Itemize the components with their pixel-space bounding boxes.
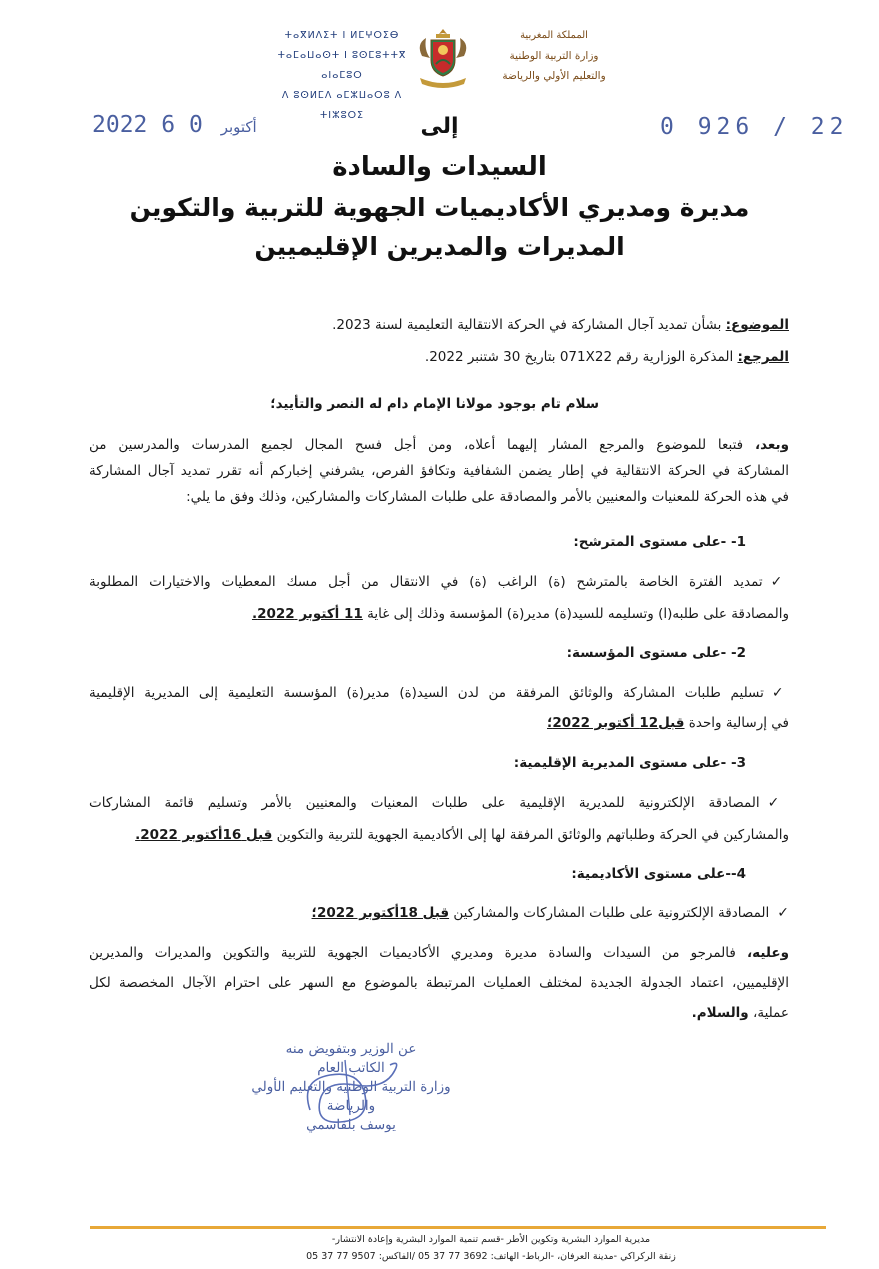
checkmark-icon: ✓ — [777, 905, 789, 921]
header-ar-line-3: والتعليم الأولي والرياضة — [502, 70, 606, 82]
section-2-heading: 2- -على مستوى المؤسسة: — [566, 645, 746, 661]
intro-line-1-text: فتبعا للموضوع والمرجع المشار إليهما أعلاه، ومن أجل فسح المجال لجميع المدرسات والمدرسين من — [89, 437, 755, 453]
addressee-line-2: مديرة ومديري الأكاديميات الجهوية للتربية والتكوين — [129, 193, 750, 222]
section-3-text-2: والمشاركين في الحركة وطلباتهم والوثائق المرفقة لها إلى الأكاديمية الجهوية للتربية والتكوين — [272, 827, 789, 843]
ministry-header-tifinagh — [262, 26, 422, 126]
footer-line-2: زنقة الركراكي -مدينة العرفان، -الرباط- الهاتف: 3692 77 37 05 /الفاكس: 9507 77 37 05 — [306, 1251, 676, 1262]
section-2-deadline: قبل12 أكتوبر 2022؛ — [547, 715, 685, 731]
section-4-heading: 4--على مستوى الأكاديمية: — [571, 866, 746, 882]
section-1-deadline: 11 أكتوبر 2022. — [251, 606, 363, 622]
section-2-text-1: تسليم طلبات المشاركة والوثائق المرفقة من لدن السيد(ة) مدير(ة) المؤسسة التعليمية إلى المديرية الإقليمية — [89, 685, 764, 701]
addressee-line-3: المديرات والمديرين الإقليميين — [254, 232, 625, 261]
greeting: سلام تام بوجود مولانا الإمام دام له النصر والتأييد؛ — [270, 396, 599, 412]
handwritten-signature-icon — [290, 1040, 420, 1140]
reference-line — [89, 348, 789, 366]
closing-line-1 — [89, 944, 789, 962]
header-tz-line-1: ⵜⴰⴳⵍⴷⵉⵜ ⵏ ⵍⵎⵖⵔⵉⴱ — [284, 30, 400, 41]
date-stamp-month: أكتوبر — [220, 118, 257, 136]
section-3-text-1: المصادقة الإلكترونية للمديرية الإقليمية على طلبات المعنيات والمعنيين بالأمر وتسليم قائمة المشاركات — [89, 795, 760, 811]
signature-line-5: يوسف بلقاسمي — [306, 1117, 396, 1133]
section-1-text-1: تمديد الفترة الخاصة بالمترشح (ة) الراغب (ة) في الانتقال من أجل مسك المعطيات والاختيارات المطلوبة — [89, 574, 763, 590]
closing-line-3-text: عملية، — [748, 1005, 789, 1021]
subject-text: بشأن تمديد آجال المشاركة في الحركة الانتقالية التعليمية لسنة 2023. — [332, 317, 726, 333]
closing-line-1-text: فالمرجو من السيدات والسادة مديرة ومديري الأكاديميات الجهوية للتربية والتكوين والمديرات والمديرين — [89, 945, 748, 961]
subject-label: الموضوع: — [725, 317, 789, 333]
reference-number-stamp: 0 926 / 22 — [660, 114, 849, 140]
section-1-text-2: والمصادقة على طلبه(ا) وتسليمه للسيد(ة) مدير(ة) المؤسسة وذلك إلى غاية — [362, 606, 789, 622]
section-4-line-1 — [89, 904, 789, 922]
section-1-line-2 — [89, 605, 789, 623]
closing-salutation: والسلام. — [691, 1005, 749, 1021]
intro-line-3: في هذه الحركة للمعنيات والمعنيين بالأمر والمصادقة على طلبات المشاركات والمشاركين، وذلك وفق ما يلي: — [186, 489, 789, 505]
signature-line-1: عن الوزير وبتفويض منه — [285, 1041, 417, 1057]
signature-line-4: والرياضة — [326, 1098, 376, 1114]
section-2-line-2 — [89, 714, 789, 732]
intro-line-2: المشاركة في الحركة الانتقالية في إطار يضمن الشفافية وتكافؤ الفرص، يشرفني إخباركم أنه تقرر تمديد آجال المشاركة — [89, 463, 789, 479]
subject-line — [89, 316, 789, 334]
closing-line-2: الإقليميين، اعتماد الجدولة الجديدة لمختلف العمليات المرتبطة بالموضوع مع السهر على احترام الآجال المخصصة لكل — [89, 975, 789, 991]
footer-line-1: مديرية الموارد البشرية وتكوين الأطر -قسم تنمية الموارد البشرية وإعادة الانتشار- — [331, 1234, 651, 1245]
section-3-line-2 — [89, 826, 789, 844]
section-2-text-2: في إرسالية واحدة — [684, 715, 789, 731]
section-4-deadline: قبل 18أكتوبر 2022؛ — [311, 905, 450, 921]
header-ar-line-1: المملكة المغربية — [520, 30, 588, 41]
checkmark-icon: ✓ — [767, 795, 790, 811]
header-ar-line-2: وزارة التربية الوطنية — [509, 50, 599, 62]
addressee-to: إلى — [420, 114, 459, 139]
section-1-heading: 1- -على مستوى المترشح: — [573, 534, 746, 550]
checkmark-icon: ✓ — [770, 574, 789, 590]
section-3-line-1 — [89, 794, 789, 812]
checkmark-icon: ✓ — [771, 685, 789, 701]
header-tz-line-2: ⵜⴰⵎⴰⵡⴰⵙⵜ ⵏ ⵓⵙⵎⵓⵜⵜⴳ ⴰⵏⴰⵎⵓⵔ — [277, 50, 407, 81]
header-tz-line-3: ⴷ ⵓⵙⵍⵎⴷ ⴰⵎⵣⵡⴰⵔⵓ ⴷ ⵜⵏⵣⵓⵔⵉ — [281, 90, 403, 121]
addressee-line-1: السيدات والسادة — [332, 152, 547, 182]
intro-line-1 — [89, 436, 789, 454]
section-4-text-1: المصادقة الإلكترونية على طلبات المشاركات والمشاركين — [449, 905, 770, 921]
reference-text: المذكرة الوزارية رقم 071X22 بتاريخ 30 شتنبر 2022. — [424, 349, 738, 365]
footer-rule — [90, 1226, 826, 1229]
closing-lead: وعليه، — [747, 945, 789, 961]
signature-line-2: الكاتب العام — [317, 1060, 385, 1076]
closing-line-3 — [89, 1004, 789, 1022]
date-stamp-day: 0 6 — [161, 112, 203, 138]
section-3-heading: 3- -على مستوى المديرية الإقليمية: — [513, 755, 746, 771]
signature-line-3: وزارة التربية الوطنية والتعليم الأولي — [251, 1079, 451, 1095]
section-1-line-1 — [89, 573, 789, 591]
date-stamp-year: 2022 — [92, 112, 148, 138]
intro-lead: وبعد، — [754, 437, 789, 453]
section-2-line-1 — [89, 684, 789, 702]
reference-label: المرجع: — [737, 349, 789, 365]
coat-of-arms-icon — [414, 26, 472, 92]
section-3-deadline: قبل 16أكتوبر 2022. — [135, 827, 273, 843]
ministry-header-arabic — [474, 26, 634, 86]
